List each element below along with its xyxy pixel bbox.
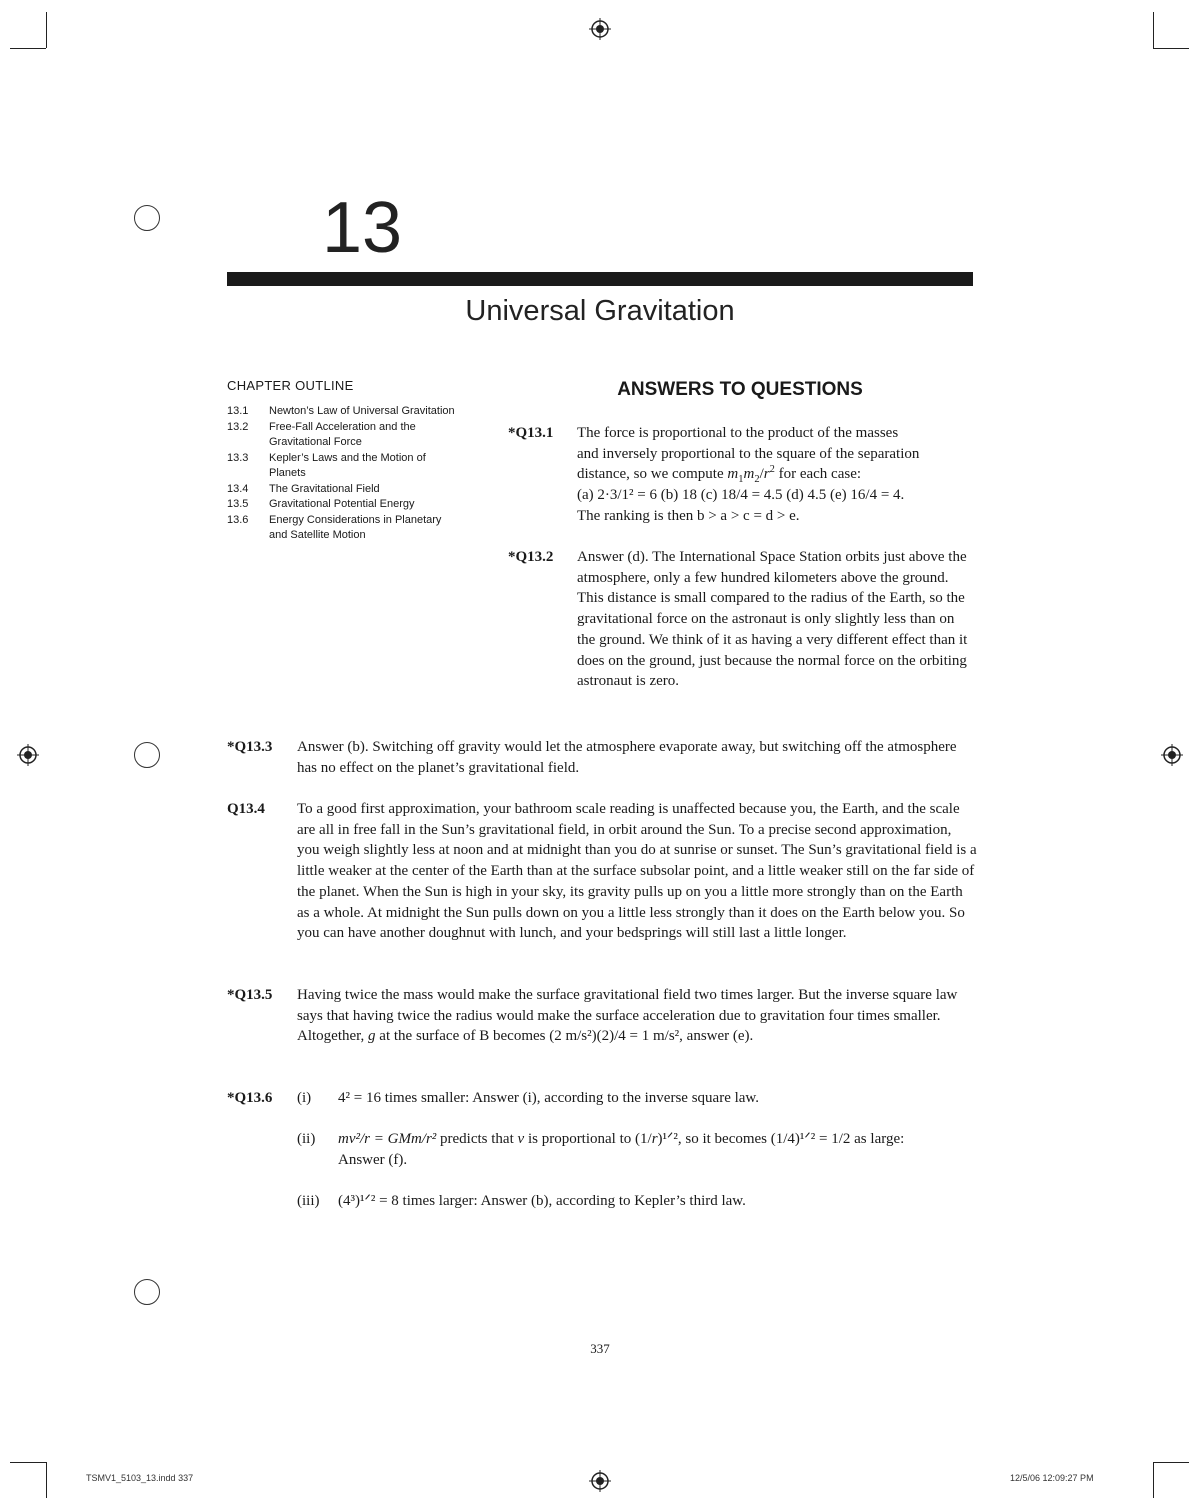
- question-answer: The force is proportional to the product of the masses and inversely proportional to the square of the separation distance, so we compute $m_1m_2/r^2$ for each case: (a) 2·3/1² = 6 (b) 18 (c) 18/4 = 4.5 (d) 4.5 (e) 16/4 = 4. The ranking is then b > a > c = d > e.: [577, 425, 920, 524]
- question-label: *Q13.3: [227, 739, 273, 755]
- outline-item: 13.2 Free-Fall Acceleration and the Gravitational Force: [227, 420, 416, 448]
- outline-item: 13.4 The Gravitational Field: [227, 482, 380, 495]
- file-slug: TSMV1_5103_13.indd 337: [86, 1473, 194, 1483]
- question-answer: 4² = 16 times smaller: Answer (i), according to the inverse square law.: [338, 1090, 760, 1106]
- question-answer: (4³)¹ᐟ² = 8 times larger: Answer (b), according to Kepler’s third law.: [338, 1193, 746, 1209]
- question-answer: Answer (d). The International Space Station orbits just above the atmosphere, only a few hundred kilometers above the ground. This distance is small compared to the radius of the Earth, so the gravitational force on the astronaut is only slightly less than on the ground. We think of it as having a very different effect than it does on the ground, just because the normal force on the orbiting astronaut is zero.: [577, 549, 968, 690]
- registration-mark-icon: [17, 744, 39, 766]
- question-label: *Q13.2: [508, 549, 554, 565]
- sub-question-label: (i): [297, 1090, 312, 1106]
- outline-item: 13.6 Energy Considerations in Planetary and Satellite Motion: [227, 513, 442, 541]
- crop-mark: [10, 1462, 46, 1463]
- question-answer: To a good first approximation, your bathroom scale reading is unaffected because you, the Earth, and the scale are all in free fall in the Sun’s gravitational field, in orbit around the Sun. To a precise second approximation, you weigh slightly less at noon and at midnight than you do at sunrise or sunset. The Sun’s gravitational field is a little weaker at the center of the Earth than at the surface subsolar point, and a little weaker still on the far side of the planet. When the Sun is high in your sky, its gravity pulls up on you a little more strongly than on the Earth as a whole. At midnight the Sun pulls down on you a little less strongly than it does on the Earth below you. So you can have another doughnut with lunch, and your bedsprings will still last a little longer.: [297, 801, 977, 942]
- chapter-title: Universal Gravitation: [465, 295, 735, 327]
- outline-list: [227, 404, 457, 544]
- punch-hole: [134, 205, 160, 231]
- question-answer: Having twice the mass would make the surface gravitational field two times larger. But the inverse square law says that having twice the radius would make the surface acceleration due to gravitation four times smaller. Altogether, g at the surface of B becomes (2 m/s²)(2)/4 = 1 m/s², answer (e).: [297, 987, 958, 1045]
- question-label: *Q13.5: [227, 987, 273, 1003]
- outline-item: 13.3 Kepler’s Laws and the Motion of Planets: [227, 451, 426, 479]
- question-label: Q13.4: [227, 801, 265, 817]
- crop-mark: [10, 48, 46, 49]
- sub-question-label: (iii): [297, 1193, 320, 1209]
- registration-mark-icon: [589, 18, 611, 40]
- question-answer: mv²/r = GMm/r² predicts that v is proportional to (1/r)¹ᐟ², so it becomes (1/4)¹ᐟ² = 1/2 as large: Answer (f).: [338, 1131, 905, 1168]
- crop-mark: [46, 1462, 47, 1498]
- punch-hole: [134, 742, 160, 768]
- sub-question-label: (ii): [297, 1131, 316, 1147]
- registration-mark-icon: [589, 1470, 611, 1492]
- timestamp-slug: 12/5/06 12:09:27 PM: [1010, 1473, 1094, 1483]
- chapter-number: 13: [322, 188, 403, 268]
- question-label: *Q13.6: [227, 1090, 273, 1106]
- crop-mark: [1153, 1462, 1154, 1498]
- crop-mark: [46, 12, 47, 48]
- question-label: *Q13.1: [508, 425, 554, 441]
- outline-item: 13.5 Gravitational Potential Energy: [227, 498, 415, 510]
- chapter-rule: [227, 272, 973, 286]
- page-number: 337: [590, 1341, 610, 1356]
- answers-heading: ANSWERS TO QUESTIONS: [617, 379, 863, 400]
- registration-mark-icon: [1161, 744, 1183, 766]
- outline-heading: CHAPTER OUTLINE: [227, 378, 354, 393]
- crop-mark: [1153, 12, 1154, 48]
- crop-mark: [1153, 1462, 1189, 1463]
- crop-mark: [1153, 48, 1189, 49]
- punch-hole: [134, 1279, 160, 1305]
- question-answer: Answer (b). Switching off gravity would let the atmosphere evaporate away, but switching off the atmosphere has no effect on the planet’s gravitational field.: [297, 739, 957, 776]
- outline-item: 13.1 Newton’s Law of Universal Gravitation: [227, 405, 455, 417]
